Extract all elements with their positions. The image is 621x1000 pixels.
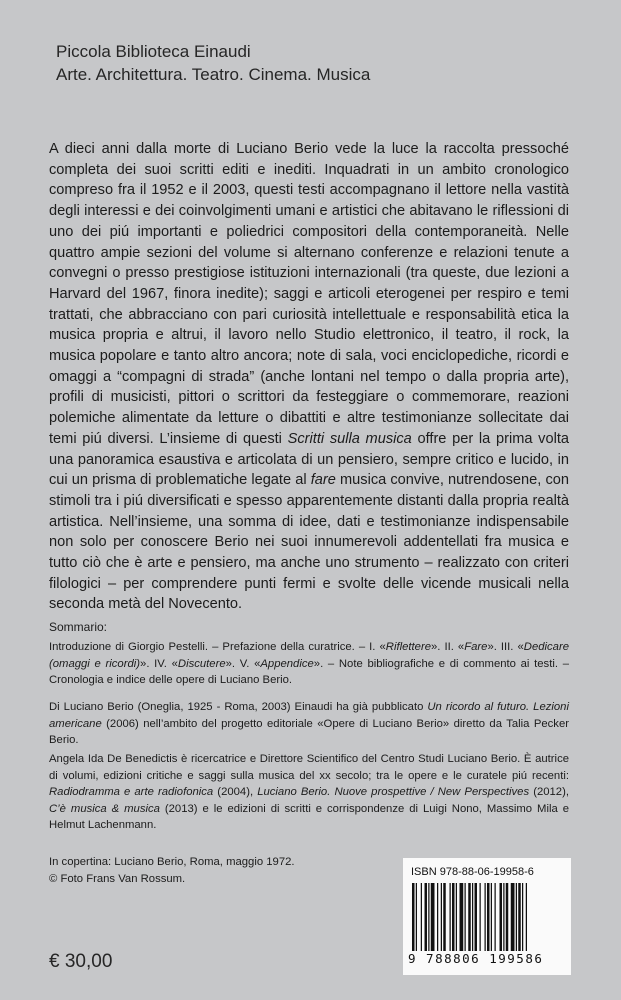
photo-credit: © Foto Frans Van Rossum. — [49, 872, 186, 885]
series-title: Piccola Biblioteca Einaudi — [56, 42, 251, 61]
series-header — [56, 40, 370, 86]
sommario-text: ». – Note bibliografiche e di commento ai testi. – Cronologia e indice delle opere di Luciano Berio. — [49, 657, 569, 687]
back-cover-blurb — [49, 139, 569, 615]
author-bio-book-title: Un ricordo al futuro. Lezioni americane — [49, 701, 569, 730]
curator-bio-text: (2013) e le edizioni di scritti e corrispondenze di Luigi Nono, Massimo Mila e Helmut Lachenmann. — [49, 802, 569, 832]
blurb-text-1: A dieci anni dalla morte di Luciano Berio vede la luce la raccolta pressoché completa dei suoi scritti editi e inediti. Inquadrati in un ambito cronologico compreso fra il 1952 e il 2003, questi testi accompagnano il lettore nella vastità degli interessi e dei coinvolgimenti umani e artistici che abitavano le riflessioni di uno dei piú importanti e poliedrici compositori della contemporaneità. Nelle quattro ampie sezioni del volume si alternano conferenze e relazioni tenute a convegni o presso prestigiose istituzioni internazionali (tra queste, due lezioni a Harvard del 1967, finora inedite); saggi e articoli eterogenei per respiro e temi trattati, che abbracciano con pari curiosità intellettuale e responsabilità etica la musica propria e altrui, il lavoro nello Studio elettronico, il teatro, il rock, la musica popolare e tanto altro ancora; note di sala, voci enciclopediche, ricordi e omaggi a “compagni di strada” (anche lontani nel tempo o dalla propria arte), profili di musicisti, pittori o scrittori da festeggiare o commemorare, reazioni polemiche alimentate da letture o dibattiti e altre testimonianze sollecitate dai temi piú diversi. L’insieme di questi — [49, 141, 569, 447]
curator-bio-text: (2012), — [529, 786, 569, 799]
curator-bio-text: Angela Ida De Benedictis è ricercatrice e Direttore Scientifico del Centro Studi Luciano Berio. È autrice di volumi, edizioni critiche e saggi sulla musica del xx secolo; tra le opere e le curatele piú recenti: — [49, 753, 569, 782]
section-riflettere: Riflettere — [385, 641, 431, 653]
author-bio — [49, 699, 569, 749]
section-dedicare: Dedicare (omaggi e ricordi) — [49, 641, 569, 670]
sommario-text: Introduzione di Giorgio Pestelli. – Prefazione della curatrice. – I. « — [49, 641, 386, 653]
sommario-text: ». V. « — [225, 657, 261, 670]
blurb-title-italic: Scritti sulla musica — [287, 430, 412, 447]
section-appendice: Appendice — [260, 657, 314, 670]
isbn-label: ISBN 978-88-06-19958-6 — [411, 866, 534, 878]
section-fare: Fare — [464, 641, 488, 653]
blurb-paragraph — [49, 139, 569, 615]
sommario-text: ». II. « — [431, 641, 465, 653]
author-bio-text: Di Luciano Berio (Oneglia, 1925 - Roma, 2003) Einaudi ha già pubblicato — [49, 701, 428, 713]
price-label: € 30,00 — [49, 951, 113, 972]
author-bio-text: (2006) nell’ambito del progetto editoriale «Opere di Luciano Berio» diretto da Talia Pecker Berio. — [49, 717, 569, 747]
cover-credits — [49, 854, 295, 887]
sommario-text: ». III. « — [487, 641, 524, 653]
blurb-italic-fare: fare — [310, 472, 336, 489]
curator-bio-text: (2004), — [213, 786, 258, 799]
curator-book-title: C’è musica & musica — [49, 802, 160, 815]
blurb-text-2: offre per la prima volta una panoramica esaustiva e articolata di un pensiero, sempre critico e lucido, in cui un prisma di problematiche legate al — [49, 430, 570, 489]
barcode-icon — [412, 883, 562, 951]
sommario-contents — [49, 639, 569, 689]
curator-book-title: Luciano Berio. Nuove prospettive / New Perspectives — [257, 786, 530, 799]
ean-digits: 9 788806 199586 — [408, 951, 544, 966]
series-categories: Arte. Architettura. Teatro. Cinema. Musica — [56, 65, 371, 84]
blurb-text-3: musica convive, nutrendosene, con stimoli tra i piú diversificati e spesso apparentemente distanti dalla propria realtà artistica. Nell’insieme, una somma di idee, dati e testimonianze indispensabile non solo per conoscere Berio nei suoi innumerevoli addentellati fra musica e tutto ciò che è arte e pensiero, ma anche uno strumento – realizzato con criteri filologici – per comprendere punti fermi e svolte delle vicende musicali nella seconda metà del Novecento. — [49, 472, 569, 613]
section-discutere: Discutere — [177, 657, 226, 670]
cover-caption: In copertina: Luciano Berio, Roma, maggio 1972. — [49, 856, 295, 868]
curator-book-title: Radiodramma e arte radiofonica — [49, 786, 214, 799]
sommario-heading: Sommario: — [49, 620, 108, 634]
sommario-text: ». IV. « — [140, 657, 178, 670]
curator-bio — [49, 751, 569, 834]
barcode-panel — [403, 858, 571, 975]
